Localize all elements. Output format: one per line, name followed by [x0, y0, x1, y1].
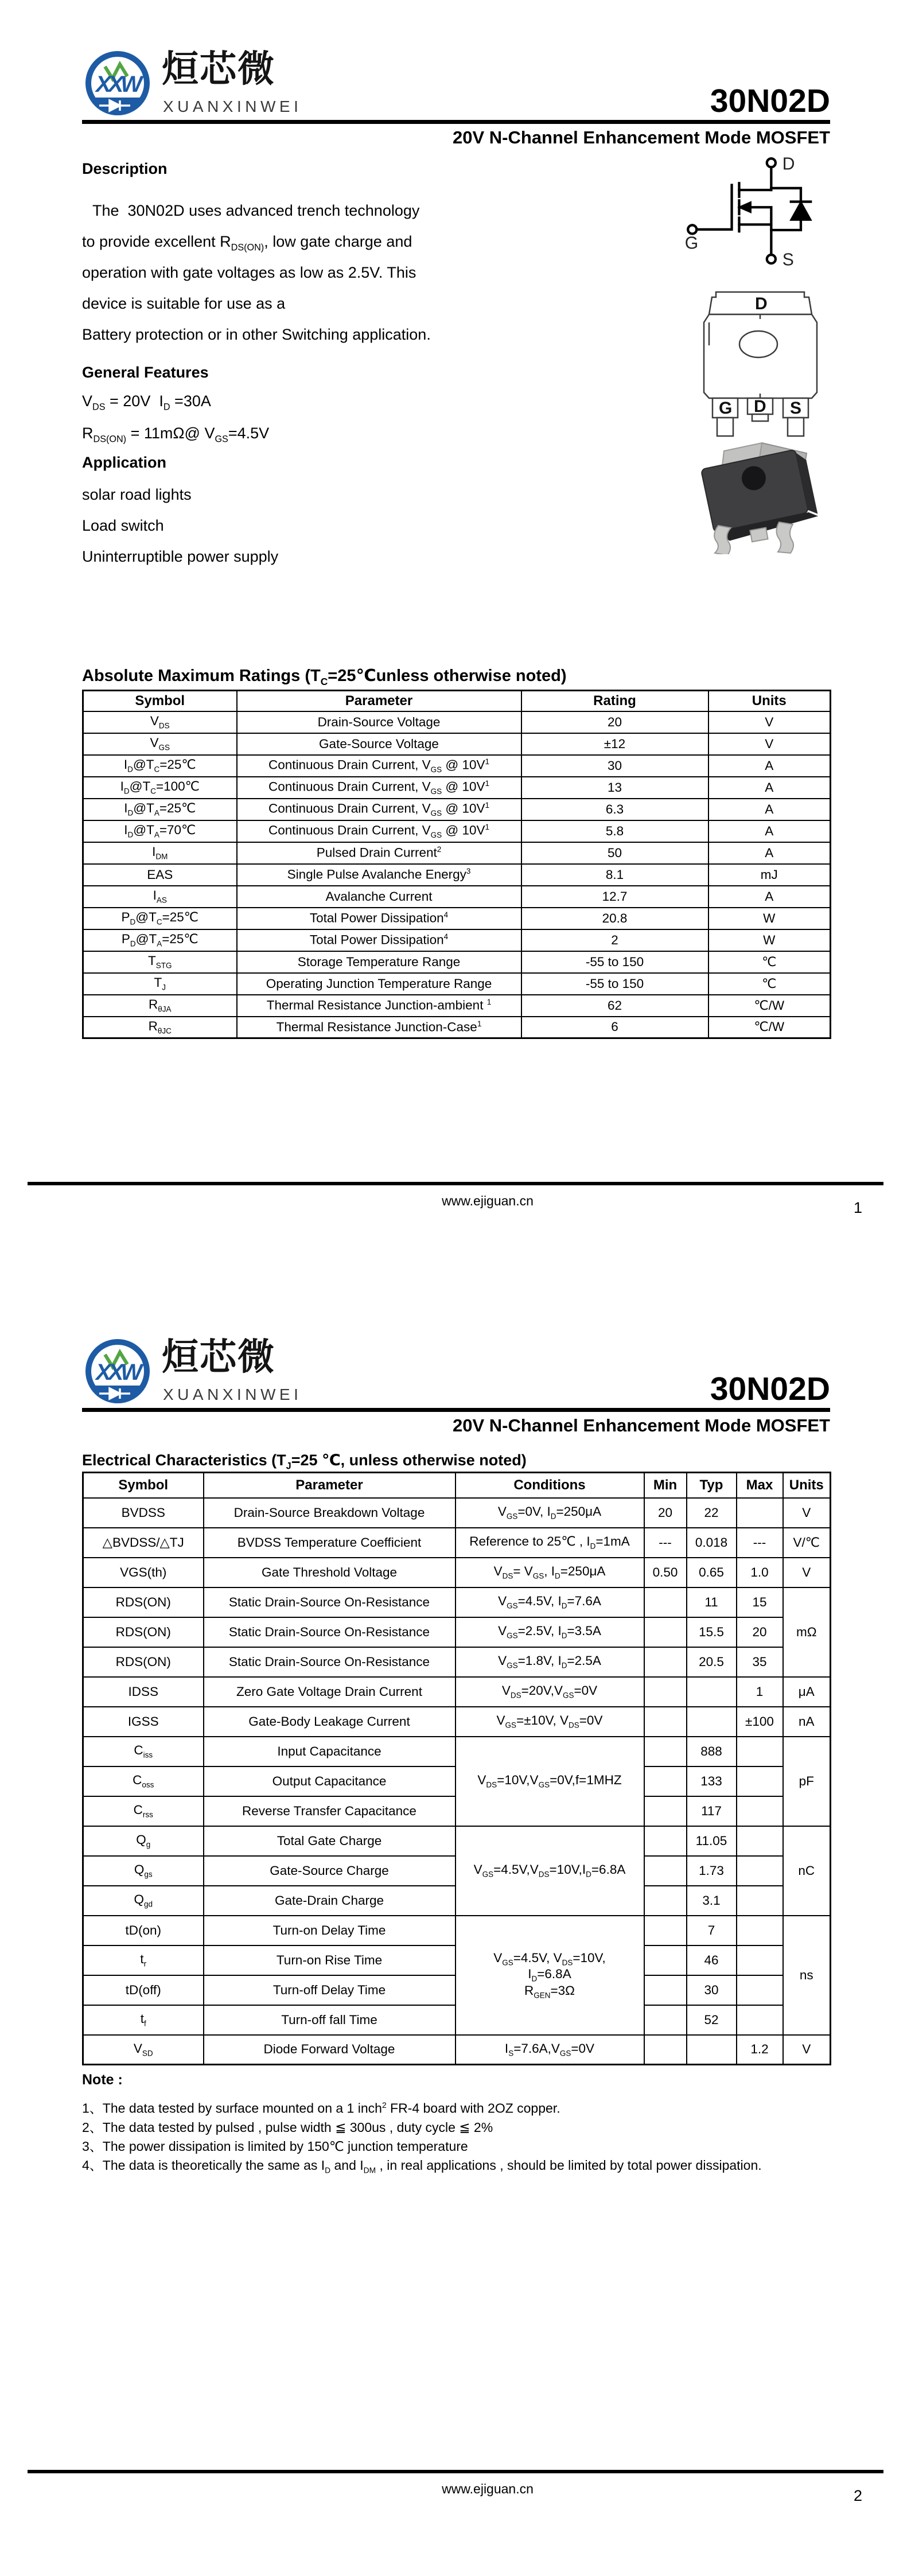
cell: Total Power Dissipation$^4$ [237, 929, 521, 951]
cell [737, 1498, 783, 1528]
cell: $C_{rss}$ [83, 1796, 204, 1826]
cell [687, 1707, 737, 1737]
cell: Static Drain-Source On-Resistance [204, 1587, 456, 1617]
table-row [83, 929, 831, 951]
cell: IDSS [83, 1677, 204, 1707]
table-row [83, 995, 831, 1017]
page-subtitle: 20V N-Channel Enhancement Mode MOSFET [453, 1415, 830, 1435]
table-row [83, 1737, 831, 1766]
application-item: Load switch [82, 517, 164, 534]
table-row [83, 1916, 831, 1945]
cell: 117 [687, 1796, 737, 1826]
note-item: 2、The data tested by pulsed , pulse width ≦ 300us , duty cycle ≦ 2% [82, 2119, 493, 2135]
cell: 6 [521, 1017, 708, 1038]
cell [644, 1856, 687, 1886]
cell: --- [644, 1528, 687, 1558]
feature-line: $R_{DS(ON)}$ = 11mΩ@ $V_{GS}=4.5V$ [82, 425, 270, 445]
cell: V/℃ [783, 1528, 831, 1558]
cell [644, 1647, 687, 1677]
description-line: device is suitable for use as a [82, 295, 286, 312]
cell [644, 1617, 687, 1647]
cell [737, 1826, 783, 1856]
cell: $V_{SD}$ [83, 2035, 204, 2065]
table-row [83, 1707, 831, 1737]
cell: Storage Temperature Range [237, 951, 521, 973]
cell: 11 [687, 1587, 737, 1617]
table-row [83, 908, 831, 929]
description-line: to provide excellent $R_{DS(ON)}$, low gate charge and [82, 233, 412, 253]
cell: Gate-Source Voltage [237, 733, 521, 755]
cell: 1.0 [737, 1558, 783, 1587]
cell [644, 1975, 687, 2005]
cell: $R_{\theta JA}$ [83, 995, 237, 1017]
cell [737, 1796, 783, 1826]
cell: A [708, 842, 831, 864]
col-header: Min [644, 1473, 687, 1498]
application-heading: Application [82, 454, 166, 471]
brand-logo-icon [82, 48, 155, 120]
cell: $R_{\theta JC}$ [83, 1017, 237, 1038]
cell: $Q_{gd}$ [83, 1886, 204, 1916]
cell: IGSS [83, 1707, 204, 1737]
cell: $Q_{gs}$ [83, 1856, 204, 1886]
cell: $Q_g$ [83, 1826, 204, 1856]
col-header: Symbol [83, 691, 237, 711]
notes-heading: Note : [82, 2072, 123, 2088]
cell: 50 [521, 842, 708, 864]
table-row [83, 1587, 831, 1617]
cell: Gate Threshold Voltage [204, 1558, 456, 1587]
cell: 11.05 [687, 1826, 737, 1856]
cell: Total Gate Charge [204, 1826, 456, 1856]
cell: 1.2 [737, 2035, 783, 2065]
cell [687, 2035, 737, 2065]
cell: V [708, 711, 831, 733]
cell [644, 1945, 687, 1975]
cell: $V_{GS}=1.8V$, $I_D=2.5A$ [456, 1647, 644, 1677]
cell: $V_{DS}$ [83, 711, 237, 733]
brand-name-en: XUANXINWEI [163, 1386, 302, 1403]
cell [644, 1587, 687, 1617]
cell [644, 1916, 687, 1945]
cell: 3.1 [687, 1886, 737, 1916]
table-row [83, 842, 831, 864]
table-row [83, 1677, 831, 1707]
cell [644, 1737, 687, 1766]
part-number-title: 30N02D [710, 1371, 830, 1407]
cell: Turn-off fall Time [204, 2005, 456, 2035]
cell: 2 [521, 929, 708, 951]
cell: 30 [521, 755, 708, 777]
cell: 46 [687, 1945, 737, 1975]
cell: BVDSS Temperature Coefficient [204, 1528, 456, 1558]
cell: Operating Junction Temperature Range [237, 973, 521, 995]
body-diode-triangle [792, 203, 810, 220]
col-header: Max [737, 1473, 783, 1498]
cell: Thermal Resistance Junction-ambient $^1$ [237, 995, 521, 1017]
cell: Continuous Drain Current, $V_{GS}$ @ $10V^1$ [237, 777, 521, 799]
cell: $V_{GS}$ [83, 733, 237, 755]
abs-max-heading: Absolute Maximum Ratings ($T_C=25℃unless$ otherwise noted) [82, 667, 567, 687]
cell: RDS(ON) [83, 1587, 204, 1617]
cell [737, 1945, 783, 1975]
drain-label: D [782, 156, 795, 174]
cell: 0.018 [687, 1528, 737, 1558]
cell [644, 1707, 687, 1737]
note-item: 4、The data is theoretically the same as $I_D$ and $I_{DM}$ , in real applications , should be limited by total power dissipation. [82, 2157, 762, 2175]
description-line: Battery protection or in other Switching application. [82, 326, 431, 343]
cell: Continuous Drain Current, $V_{GS}$ @ $10V^1$ [237, 820, 521, 842]
cell [644, 1826, 687, 1856]
cell: $I_D@T_C=100℃$ [83, 777, 237, 799]
cell: $I_{AS}$ [83, 886, 237, 908]
cell: $P_D@T_C=25℃$ [83, 908, 237, 929]
cell: 20 [644, 1498, 687, 1528]
cell [737, 1766, 783, 1796]
table-row [83, 711, 831, 733]
cell: ℃/W [708, 1017, 831, 1038]
cell [687, 1677, 737, 1707]
footer-url: www.ejiguan.cn [442, 1193, 534, 1208]
cell: ℃ [708, 951, 831, 973]
cell: RDS(ON) [83, 1647, 204, 1677]
cell: $V_{DS}=20V,V_{GS}=0V$ [456, 1677, 644, 1707]
table-row [83, 1826, 831, 1856]
pin-label-g: G [719, 399, 733, 418]
cell [644, 1677, 687, 1707]
cell [737, 1975, 783, 2005]
abs-max-table [82, 690, 831, 1039]
cell [737, 1856, 783, 1886]
cell: Reference to 25℃ , $I_D=1mA$ [456, 1528, 644, 1558]
cell: 20.5 [687, 1647, 737, 1677]
application-item: Uninterruptible power supply [82, 548, 279, 565]
table-header-row [83, 1473, 831, 1498]
cell: nC [783, 1826, 831, 1916]
cell [737, 1886, 783, 1916]
cell [737, 2005, 783, 2035]
cell: V [783, 2035, 831, 2065]
cell: 20 [521, 711, 708, 733]
cell [644, 1796, 687, 1826]
cell: 52 [687, 2005, 737, 2035]
cell: Output Capacitance [204, 1766, 456, 1796]
cell: Thermal Resistance Junction-Case$^1$ [237, 1017, 521, 1038]
cell: 1 [737, 1677, 783, 1707]
cell: -55 to 150 [521, 951, 708, 973]
table-row [83, 951, 831, 973]
table-row [83, 2035, 831, 2065]
cell: 5.8 [521, 820, 708, 842]
cell: BVDSS [83, 1498, 204, 1528]
cell: VGS(th) [83, 1558, 204, 1587]
cell: 15.5 [687, 1617, 737, 1647]
cell: Static Drain-Source On-Resistance [204, 1617, 456, 1647]
cell: $V_{GS}=4.5V$, $V_{DS}=10V$, $I_D=6.8A$ $R_{GEN}=3\Omega$ [456, 1916, 644, 2035]
table-row [83, 1017, 831, 1038]
col-header: Conditions [456, 1473, 644, 1498]
cell: tD(off) [83, 1975, 204, 2005]
col-header: Parameter [204, 1473, 456, 1498]
cell: Continuous Drain Current, $V_{GS}$ @ $10V^1$ [237, 755, 521, 777]
brand-name-en: XUANXINWEI [163, 98, 302, 115]
cell: Single Pulse Avalanche Energy$^3$ [237, 864, 521, 886]
cell: $t_f$ [83, 2005, 204, 2035]
source-label: S [782, 250, 794, 270]
cell: Drain-Source Breakdown Voltage [204, 1498, 456, 1528]
page-number: 2 [854, 2487, 863, 2504]
cell: Gate-Body Leakage Current [204, 1707, 456, 1737]
cell: 6.3 [521, 799, 708, 820]
cell: mJ [708, 864, 831, 886]
cell: Zero Gate Voltage Drain Current [204, 1677, 456, 1707]
table-row [83, 864, 831, 886]
cell: Reverse Transfer Capacitance [204, 1796, 456, 1826]
page-number: 1 [854, 1199, 863, 1216]
table-row [83, 733, 831, 755]
table-row [83, 973, 831, 995]
footer-rule [28, 1182, 883, 1185]
cell: 20.8 [521, 908, 708, 929]
cell: $I_D@T_A=25℃$ [83, 799, 237, 820]
header-rule [82, 120, 830, 124]
cell: $I_D@T_C=25℃$ [83, 755, 237, 777]
cell: pF [783, 1737, 831, 1826]
cell: Total Power Dissipation$^4$ [237, 908, 521, 929]
cell: $V_{GS}=0V$, $I_D=250\mu A$ [456, 1498, 644, 1528]
cell: 1.73 [687, 1856, 737, 1886]
cell: $V_{GS}=\pm 10V$, $V_{DS}=0V$ [456, 1707, 644, 1737]
cell: -55 to 150 [521, 973, 708, 995]
cell: 15 [737, 1587, 783, 1617]
note-item: 3、The power dissipation is limited by 150℃ junction temperature [82, 2138, 468, 2154]
cell: A [708, 886, 831, 908]
cell: $V_{DS}=10V,V_{GS}=0V,f=1MHZ$ [456, 1737, 644, 1826]
elec-char-heading: Electrical Characteristics ($T_J=25$ ℃, unless otherwise noted) [82, 1452, 527, 1472]
cell: 20 [737, 1617, 783, 1647]
cell [644, 2005, 687, 2035]
cell: Drain-Source Voltage [237, 711, 521, 733]
cell: △BVDSS/△TJ [83, 1528, 204, 1558]
cell: ℃ [708, 973, 831, 995]
cell: A [708, 755, 831, 777]
pin-label-s: S [790, 399, 802, 418]
col-header: Typ [687, 1473, 737, 1498]
logo-monogram: XXW [95, 1360, 140, 1385]
cell: μA [783, 1677, 831, 1707]
cell: Gate-Source Charge [204, 1856, 456, 1886]
table-row [83, 1558, 831, 1587]
cell: W [708, 929, 831, 951]
cell: $V_{DS}= V_{GS}$, $I_D=250\mu A$ [456, 1558, 644, 1587]
description-line: The 30N02D uses advanced trench technology [92, 202, 420, 219]
cell: 7 [687, 1916, 737, 1945]
cell: 35 [737, 1647, 783, 1677]
col-header: Symbol [83, 1473, 204, 1498]
cell: nA [783, 1707, 831, 1737]
page-subtitle: 20V N-Channel Enhancement Mode MOSFET [453, 127, 830, 147]
table-row [83, 777, 831, 799]
table-row [83, 1647, 831, 1677]
cell: tD(on) [83, 1916, 204, 1945]
cell [737, 1737, 783, 1766]
page-2 [0, 1288, 911, 2576]
cell: Diode Forward Voltage [204, 2035, 456, 2065]
cell: 133 [687, 1766, 737, 1796]
cell: $T_{STG}$ [83, 951, 237, 973]
cell: mΩ [783, 1587, 831, 1677]
brand-name-cn: 烜芯微 [162, 48, 275, 90]
cell: W [708, 908, 831, 929]
cell: ns [783, 1916, 831, 2035]
cell: V [783, 1558, 831, 1587]
cell [737, 1916, 783, 1945]
description-line: operation with gate voltages as low as 2.5V. This [82, 264, 416, 281]
cell: A [708, 799, 831, 820]
cell: Gate-Drain Charge [204, 1886, 456, 1916]
cell: V [783, 1498, 831, 1528]
part-number-title: 30N02D [710, 83, 830, 119]
footer-rule [28, 2470, 883, 2473]
package-3d-image [694, 439, 826, 554]
cell: ℃/W [708, 995, 831, 1017]
table-row [83, 886, 831, 908]
cell: RDS(ON) [83, 1617, 204, 1647]
cell [644, 1766, 687, 1796]
cell: EAS [83, 864, 237, 886]
brand-name-cn: 烜芯微 [162, 1336, 275, 1378]
col-header: Units [708, 691, 831, 711]
cell: 8.1 [521, 864, 708, 886]
table-row [83, 1528, 831, 1558]
logo-monogram: XXW [95, 72, 140, 97]
gate-label: G [684, 234, 699, 253]
col-header: Units [783, 1473, 831, 1498]
header-rule [82, 1408, 830, 1412]
table-row [83, 1617, 831, 1647]
footer-url: www.ejiguan.cn [442, 2481, 534, 2496]
cell: Turn-off Delay Time [204, 1975, 456, 2005]
cell: Input Capacitance [204, 1737, 456, 1766]
table-row [83, 755, 831, 777]
cell: $P_D@T_A=25℃$ [83, 929, 237, 951]
cell: A [708, 777, 831, 799]
cell: 22 [687, 1498, 737, 1528]
cell: $C_{iss}$ [83, 1737, 204, 1766]
note-item: 1、The data tested by surface mounted on a 1 inch$^2$ FR-4 board with 2OZ copper. [82, 2100, 560, 2116]
cell: $t_r$ [83, 1945, 204, 1975]
cell: Turn-on Delay Time [204, 1916, 456, 1945]
table-row [83, 820, 831, 842]
cell: $I_S=7.6A,V_{GS}=0V$ [456, 2035, 644, 2065]
cell: 0.50 [644, 1558, 687, 1587]
cell: Static Drain-Source On-Resistance [204, 1647, 456, 1677]
cell [644, 2035, 687, 2065]
application-item: solar road lights [82, 486, 192, 503]
cell: ±12 [521, 733, 708, 755]
cell: 13 [521, 777, 708, 799]
cell: 888 [687, 1737, 737, 1766]
table-row [83, 799, 831, 820]
cell: V [708, 733, 831, 755]
package-outline-drawing [695, 290, 826, 437]
cell: A [708, 820, 831, 842]
tab-label: D [755, 294, 768, 313]
cell: 62 [521, 995, 708, 1017]
brand-logo-icon [82, 1336, 155, 1408]
cell: Pulsed Drain Current$^2$ [237, 842, 521, 864]
feature-line: $V_{DS} = 20V$ $I_D =30A$ [82, 392, 211, 413]
col-header: Rating [521, 691, 708, 711]
cell: $I_D@T_A=70℃$ [83, 820, 237, 842]
mosfet-symbol-icon [680, 156, 840, 271]
cell: $V_{GS}=4.5V$, $I_D=7.6A$ [456, 1587, 644, 1617]
elec-char-table [82, 1472, 831, 2065]
package-3d-shapes [701, 443, 819, 554]
cell [644, 1886, 687, 1916]
cell: Turn-on Rise Time [204, 1945, 456, 1975]
general-features-heading: General Features [82, 364, 209, 381]
col-header: Parameter [237, 691, 521, 711]
cell: 30 [687, 1975, 737, 2005]
cell: $T_J$ [83, 973, 237, 995]
cell: ±100 [737, 1707, 783, 1737]
cell: $I_{DM}$ [83, 842, 237, 864]
cell: $V_{GS}=2.5V$, $I_D=3.5A$ [456, 1617, 644, 1647]
pin-label-d: D [754, 397, 766, 416]
cell: 0.65 [687, 1558, 737, 1587]
cell: Continuous Drain Current, $V_{GS}$ @ $10V^1$ [237, 799, 521, 820]
cell: Avalanche Current [237, 886, 521, 908]
table-row [83, 1498, 831, 1528]
mosfet-arrow [741, 203, 750, 212]
cell: $C_{oss}$ [83, 1766, 204, 1796]
description-heading: Description [82, 160, 168, 177]
table-header-row [83, 691, 831, 711]
notes-list [82, 2096, 762, 2180]
cell: --- [737, 1528, 783, 1558]
cell: 12.7 [521, 886, 708, 908]
cell: $V_{GS}=4.5V,V_{DS}=10V,I_D=6.8A$ [456, 1826, 644, 1916]
